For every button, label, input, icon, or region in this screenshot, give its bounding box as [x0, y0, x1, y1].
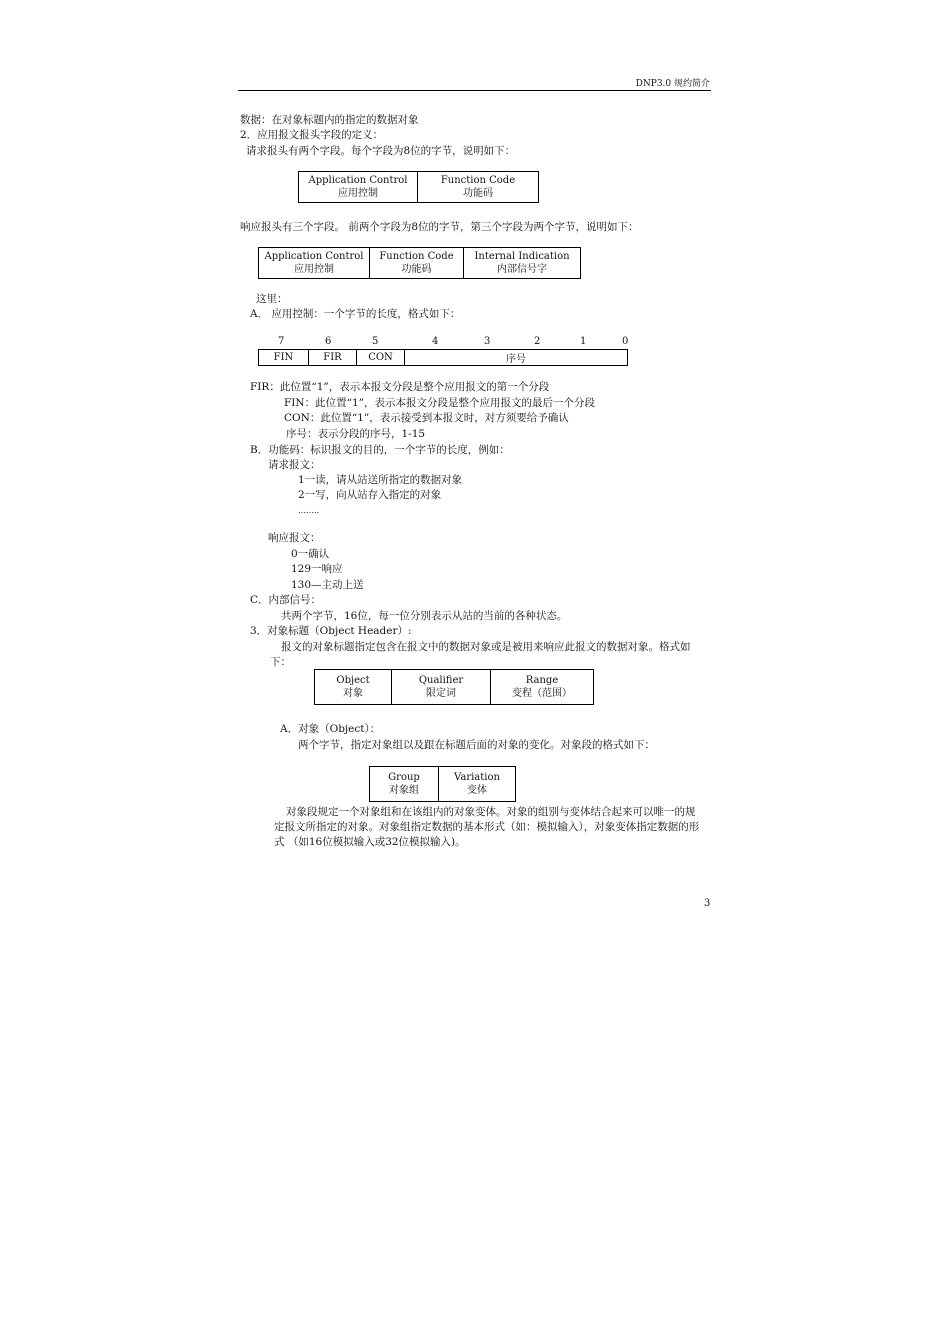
response-header-cell: Internal Indication 内部信号字: [464, 248, 581, 279]
bit-field-con: CON: [357, 350, 405, 366]
text-line: 数据：在对象标题内的指定的数据对象: [240, 114, 419, 126]
object-header-cell: Range 变程（范围）: [491, 670, 594, 705]
request-header-table: [298, 171, 539, 203]
bit-number: 4: [432, 336, 439, 347]
response-header-table: [258, 247, 581, 279]
response-header-cell: Function Code 功能码: [370, 248, 464, 279]
object-field-cell: Variation 变体: [439, 767, 516, 802]
text-line: A．对象（Object）：: [280, 723, 381, 735]
bit-number: 1: [580, 336, 587, 347]
ellipsis-line: ……..: [298, 506, 320, 515]
text-line: 报文的对象标题指定包含在报文中的数据对象或是被用来响应此报文的数据对象。格式如: [281, 641, 691, 653]
text-line: 对象段规定一个对象组和在该组内的对象变体。对象的组别与变体结合起来可以唯一的规: [286, 806, 696, 818]
text-line: 下：: [270, 656, 291, 668]
bit-number: 5: [372, 336, 379, 347]
header-rule: [238, 90, 711, 91]
running-header: DNP3.0 规约简介: [635, 79, 710, 89]
text-line: 请求报文：: [268, 459, 321, 471]
text-line: 请求报头有两个字段。每个字段为8位的字节，说明如下：: [246, 145, 516, 157]
object-header-table: [314, 669, 594, 705]
text-line: 共两个字节，16位，每一位分别表示从站的当前的各种状态。: [281, 610, 568, 622]
text-line: 2一写，向从站存入指定的对象: [298, 489, 442, 501]
text-line: A． 应用控制：一个字节的长度，格式如下：: [250, 308, 461, 320]
text-line: 式 （如16位模拟输入或32位模拟输入)。: [274, 836, 466, 848]
bit-field-fir: FIR: [309, 350, 357, 366]
bit-number: 0: [622, 336, 629, 347]
request-header-cell: Application Control 应用控制: [299, 172, 418, 203]
response-header-cell: Application Control 应用控制: [259, 248, 370, 279]
text-line: 定报文所指定的对象。对象组指定数据的基本形式（如：模拟输入），对象变体指定数据的形: [274, 821, 700, 833]
text-line: 130—主动上送: [291, 579, 364, 591]
page-number: 3: [704, 898, 711, 909]
text-line: 0一确认: [291, 548, 330, 560]
text-line: 序号：表示分段的序号，1-15: [286, 428, 426, 440]
object-header-cell: Object 对象: [315, 670, 392, 705]
text-line: 这里：: [256, 293, 288, 305]
bit-number: 6: [325, 336, 332, 347]
request-header-cell: Function Code 功能码: [418, 172, 539, 203]
bit-number: 2: [534, 336, 541, 347]
text-line: FIR：此位置“1”，表示本报文分段是整个应用报文的第一个分段: [250, 381, 550, 393]
text-line: 两个字节，指定对象组以及跟在标题后面的对象的变化。对象段的格式如下：: [298, 739, 655, 751]
bit-field-fin: FIN: [259, 350, 309, 366]
text-line: 1一读，请从站送所指定的数据对象: [298, 474, 463, 486]
object-field-cell: Group 对象组: [370, 767, 439, 802]
text-line: FIN：此位置“1”，表示本报文分段是整个应用报文的最后一个分段: [284, 397, 596, 409]
section-heading: 3．对象标题（Object Header）:: [250, 625, 412, 637]
text-line: B．功能码：标识报文的目的，一个字节的长度，例如：: [250, 444, 510, 456]
text-line: CON：此位置“1”，表示接受到本报文时，对方须要给予确认: [284, 412, 569, 424]
text-line: C．内部信号：: [250, 594, 322, 606]
bit-field-sequence: 序号: [405, 350, 628, 366]
bit-number-row: [258, 336, 630, 350]
section-heading: 2．应用报文报头字段的定义：: [240, 129, 384, 141]
text-line: 响应报文：: [268, 532, 321, 544]
bit-number: 3: [484, 336, 491, 347]
text-line: 响应报头有三个字段。 前两个字段为8位的字节，第三个字段为两个字节，说明如下：: [240, 221, 639, 233]
bit-number: 7: [278, 336, 285, 347]
object-field-table: [369, 766, 516, 802]
object-header-cell: Qualifier 限定词: [392, 670, 491, 705]
text-line: 129一响应: [291, 563, 343, 575]
application-control-bit-table: [258, 349, 628, 366]
